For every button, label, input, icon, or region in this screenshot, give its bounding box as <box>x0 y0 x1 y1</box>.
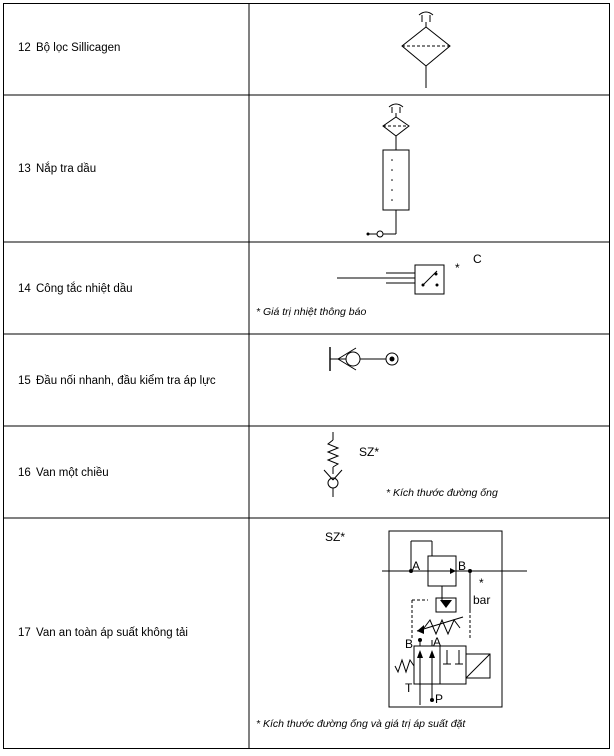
valve-size-label: SZ* <box>359 445 380 459</box>
row-number: 16 <box>18 467 31 479</box>
pressure-unit-label: bar <box>473 593 491 607</box>
row-note: * Kích thước đường ống <box>386 487 498 499</box>
row-note: * Kích thước đường ống và giá trị áp suất đặt <box>256 718 466 730</box>
unloading-relief-valve-symbol <box>382 531 527 707</box>
row-number: 13 <box>18 163 31 175</box>
valve-size-label: SZ* <box>325 530 346 544</box>
row-note: * Giá trị nhiệt thông báo <box>256 306 367 318</box>
row-label: Van một chiều <box>36 467 109 479</box>
row-label: Nắp tra dầu <box>36 163 97 175</box>
pressure-star: * <box>479 576 484 590</box>
table-row-13 <box>18 104 409 237</box>
port-label: P <box>435 692 444 706</box>
row-label: Bộ lọc Sillicagen <box>36 42 121 54</box>
table-row-17 <box>18 530 527 730</box>
row-number: 12 <box>18 42 31 54</box>
port-label: A <box>412 559 421 573</box>
table-row-15 <box>18 347 398 387</box>
port-label: T <box>405 681 413 695</box>
quick-coupling-symbol <box>330 347 398 371</box>
port-label: B <box>458 559 467 573</box>
silica-gel-filter-symbol <box>402 12 450 88</box>
filler-cap-symbol <box>367 104 410 237</box>
table-row-16 <box>18 432 498 499</box>
port-label: B <box>405 637 414 651</box>
port-label: A <box>433 635 442 649</box>
switch-label-c: C <box>473 252 482 266</box>
table-row-12 <box>18 12 450 88</box>
check-valve-symbol <box>324 432 342 497</box>
row-number: 15 <box>18 375 31 387</box>
oil-temperature-switch-symbol <box>337 265 444 294</box>
row-label: Đầu nối nhanh, đầu kiểm tra áp lực <box>36 375 216 387</box>
row-label: Công tắc nhiệt dầu <box>36 283 133 295</box>
row-number: 14 <box>18 283 31 295</box>
row-label: Van an toàn áp suất không tải <box>36 627 188 639</box>
row-number: 17 <box>18 627 31 639</box>
table-row-14 <box>18 252 482 318</box>
switch-star: * <box>455 261 460 275</box>
